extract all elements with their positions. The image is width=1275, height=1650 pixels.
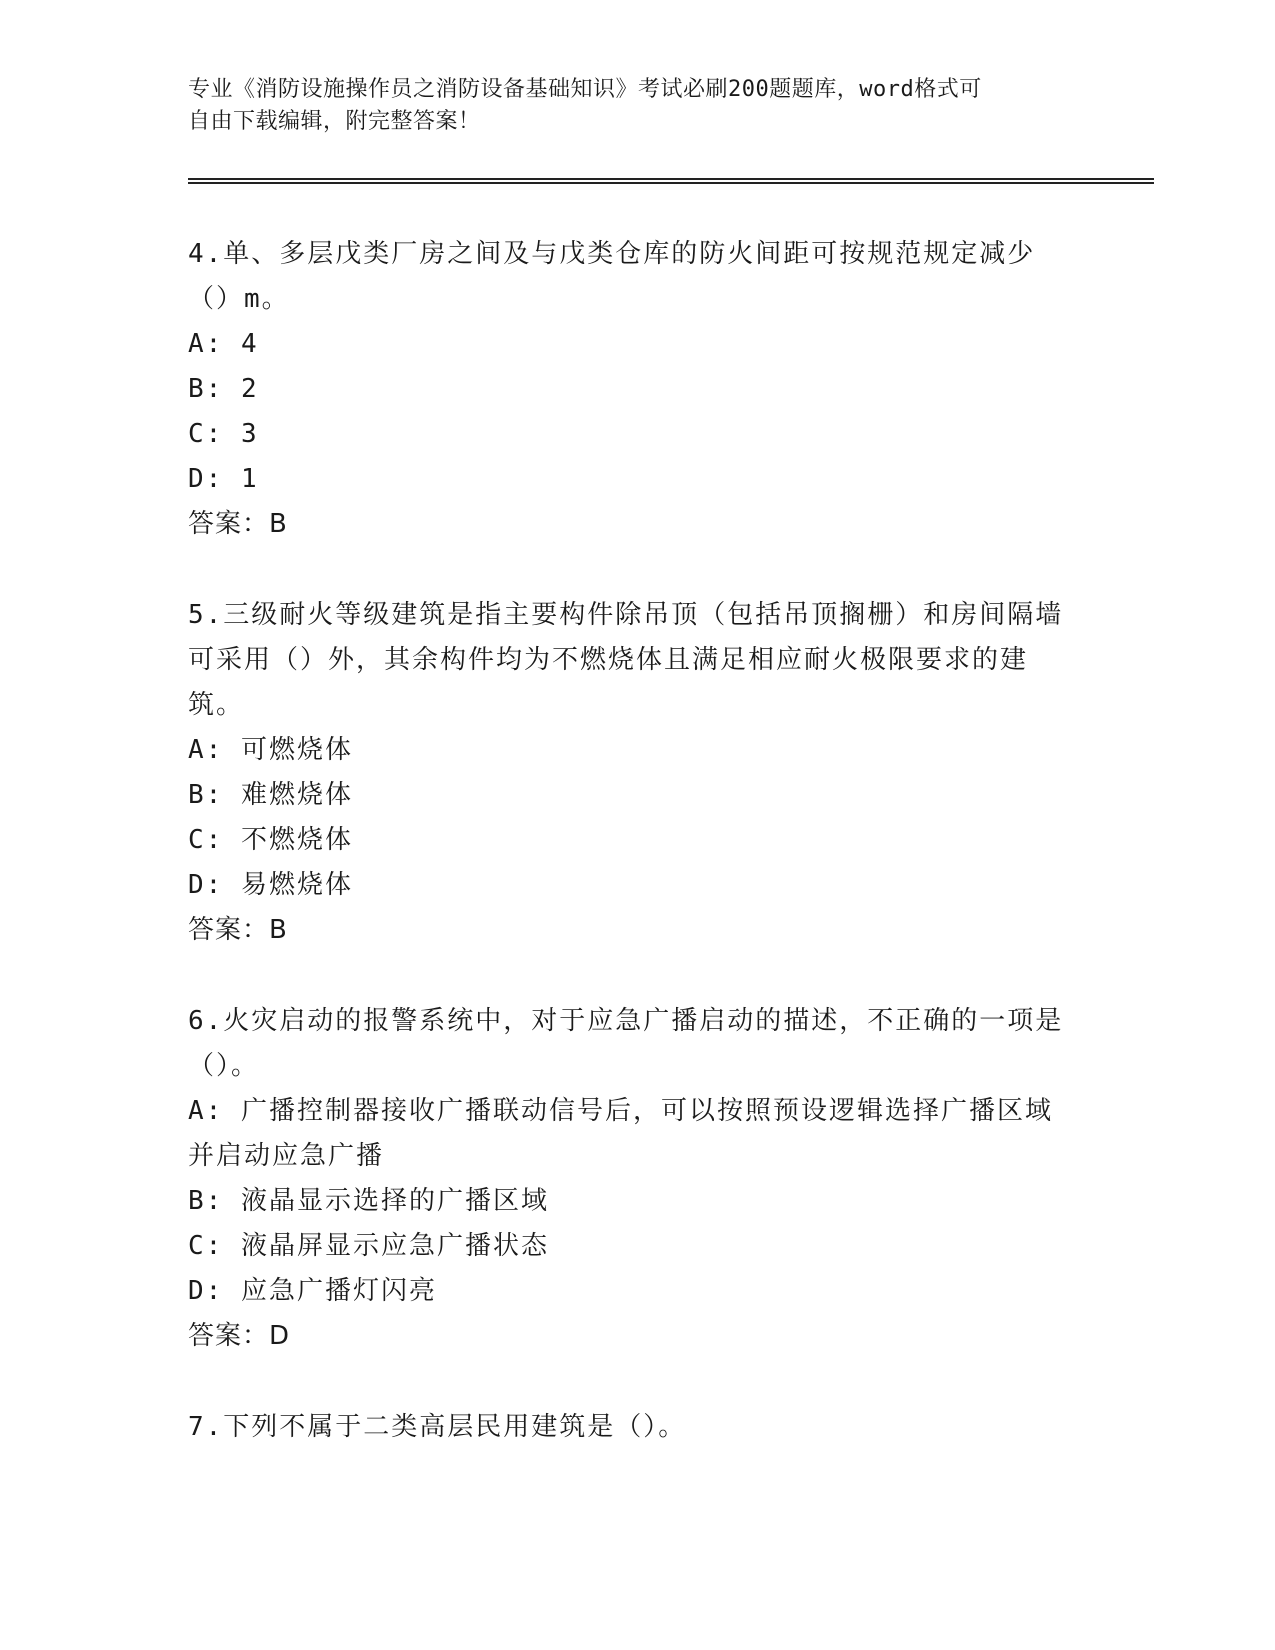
option-b: B: 液晶显示选择的广播区域: [188, 1186, 549, 1216]
option-d: D: 应急广播灯闪亮: [188, 1276, 437, 1306]
question-stem: 5.三级耐火等级建筑是指主要构件除吊顶（包括吊顶搁栅）和房间隔墙可采用（）外，其余构件均为不燃烧体且满足相应耐火极限要求的建筑。: [188, 600, 1064, 720]
option-b: B: 难燃烧体: [188, 780, 353, 810]
header-line-2: 自由下载编辑，附完整答案！: [188, 109, 481, 134]
option-c: C: 3: [188, 419, 259, 449]
option-c: C: 不燃烧体: [188, 825, 353, 855]
option-d: D: 易燃烧体: [188, 870, 353, 900]
question-5: [188, 593, 1068, 953]
answer-line: 答案：B: [188, 509, 288, 539]
option-b: B: 2: [188, 374, 259, 404]
question-7: [188, 1405, 1068, 1450]
option-d: D: 1: [188, 464, 259, 494]
question-stem: 7.下列不属于二类高层民用建筑是（）。: [188, 1412, 687, 1442]
answer-line: 答案：B: [188, 915, 288, 945]
question-6: [188, 999, 1068, 1359]
document-header: [188, 74, 1068, 138]
option-c: C: 液晶屏显示应急广播状态: [188, 1231, 549, 1261]
option-a: A: 4: [188, 329, 259, 359]
question-4: [188, 232, 1068, 547]
header-divider: [188, 178, 1154, 184]
question-list: [188, 232, 1068, 1496]
answer-line: 答案：D: [188, 1321, 291, 1351]
header-line-1: 专业《消防设施操作员之消防设备基础知识》考试必刷200题题库，word格式可: [188, 77, 982, 102]
option-a: A: 可燃烧体: [188, 735, 353, 765]
option-a: A: 广播控制器接收广播联动信号后，可以按照预设逻辑选择广播区域并启动应急广播: [188, 1096, 1053, 1171]
question-stem: 4.单、多层戊类厂房之间及与戊类仓库的防火间距可按规范规定减少（）m。: [188, 239, 1036, 314]
question-stem: 6.火灾启动的报警系统中，对于应急广播启动的描述，不正确的一项是（）。: [188, 1006, 1064, 1081]
